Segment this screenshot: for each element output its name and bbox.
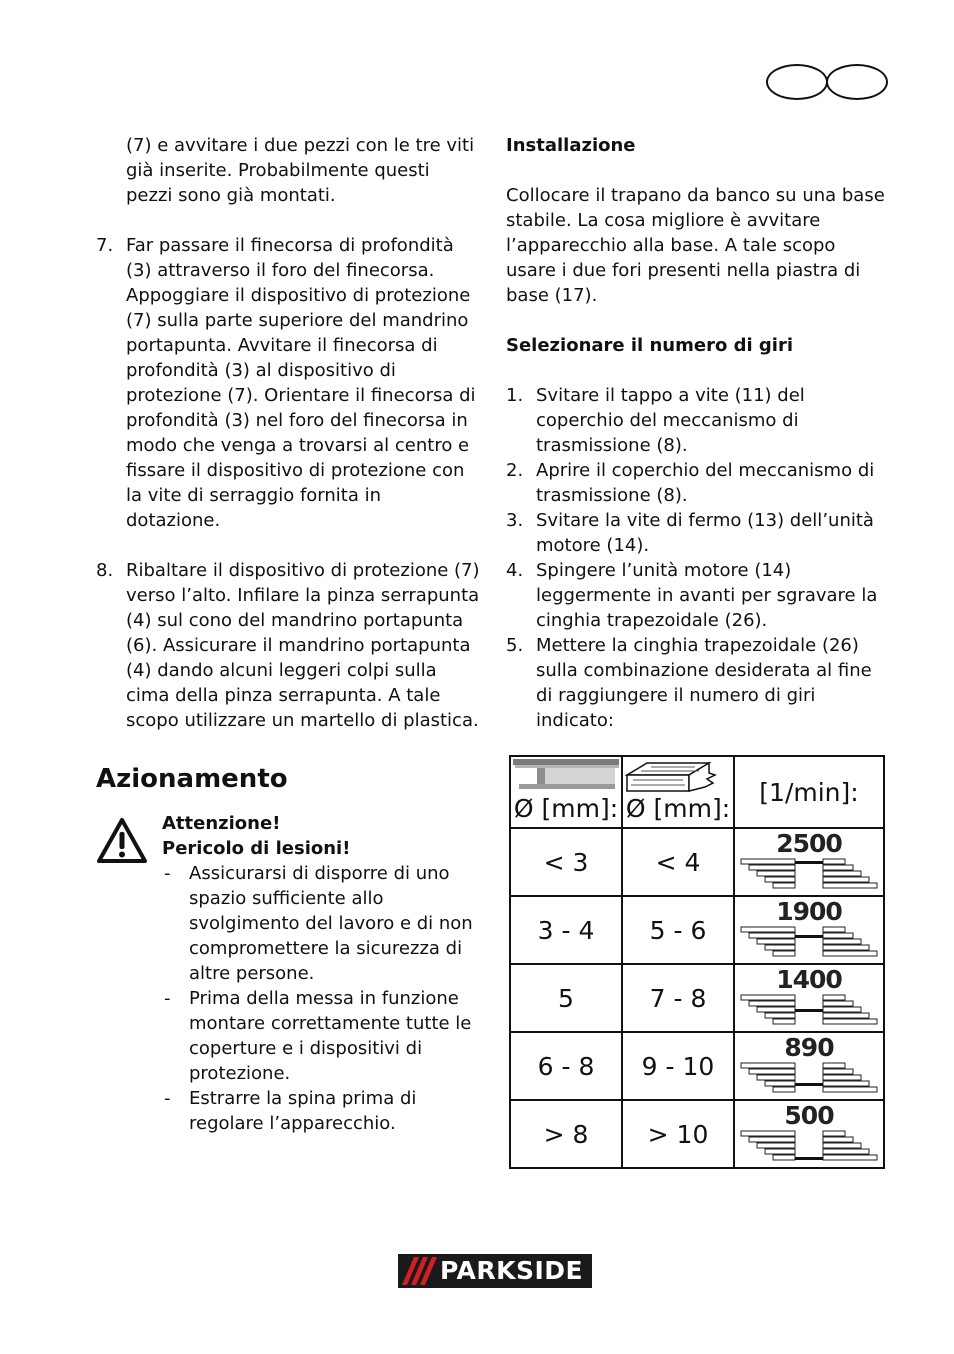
left-pulley-step [773,1019,795,1024]
speed-steps-list [506,383,890,733]
rpm-cell [734,828,884,896]
speed-row [510,828,884,896]
rpm-value: 1400 [776,965,842,994]
left-pulley-step [757,1007,795,1012]
left-pulley-step [741,1063,795,1068]
left-pulley-step [757,1143,795,1148]
left-pulley-step [773,883,795,888]
right-pulley-step [823,871,861,876]
right-pulley-step [823,1019,877,1024]
right-pulley-step [823,1149,869,1154]
wood-diameter-cell: 9 - 10 [622,1032,734,1100]
wood-diameter-label: Ø [mm]: [625,794,731,823]
metal-diameter-cell: 3 - 4 [510,896,622,964]
metal-diameter-label: Ø [mm]: [513,794,619,823]
left-pulley-step [757,939,795,944]
rpm-cell [734,896,884,964]
right-pulley-step [823,939,861,944]
right-pulley-step [823,1155,877,1160]
right-pulley-step [823,1143,861,1148]
warning-bullet-text: Estrarre la spina prima di regolare l’apparecchio. [189,1088,417,1134]
metal-diameter-cell: > 8 [510,1100,622,1168]
warning-content [162,811,480,1136]
v-belt-position [795,861,823,864]
speed-table-body [510,828,884,1168]
rpm-value: 500 [784,1101,834,1130]
installation-text: Collocare il trapano da banco su una base stabile. La cosa migliore è avvitare l’apparecchio alla base. A tale scopo usare i due fori presenti nella piastra di base (17). [506,185,885,306]
speed-table-header [510,756,884,828]
metal-diameter-cell: 5 [510,964,622,1032]
rpm-label: [1/min]: [759,777,859,807]
right-pulley-step [823,945,869,950]
right-pulley-step [823,1081,869,1086]
right-pulley-step [823,877,869,882]
step-number: 7. [96,235,114,256]
wood-header-cell [622,756,734,828]
right-pulley-step [823,883,877,888]
left-column [96,133,480,1136]
right-pulley-step [823,1063,845,1068]
v-belt-position [795,1083,823,1086]
left-pulley-step [773,951,795,956]
left-pulley-step [757,1075,795,1080]
rpm-value: 2500 [776,829,842,858]
step-text: Ribaltare il dispositivo di protezione (7) verso l’alto. Infilare la pinza serrapunta (4) sul cono del mandrino portapunta (6). Assicurare il mandrino portapunta (4) dando alcuni leggeri colpi sulla cima della pinza serrapunta. A tale scopo utilizzare un martello di plastica. [126,560,480,731]
metal-header-cell [510,756,622,828]
right-pulley-step [823,951,877,956]
right-pulley-step [823,865,853,870]
step-number: 5. [506,635,524,656]
warning-bullet: - Prima della messa in funzione montare correttamente tutte le coperture e i dispositivi di protezione. [162,986,480,1086]
warning-subtitle: Pericolo di lesioni! [162,838,351,859]
language-badge-right [826,64,888,100]
pulley-belt-diagram [737,991,881,1027]
steel-beam-icon [513,759,619,791]
right-pulley-step [823,1013,869,1018]
pulley-belt-diagram [737,855,881,891]
warning-block [96,811,480,1136]
speed-step [506,558,890,633]
left-pulley-step [749,933,795,938]
right-pulley-step [823,927,845,932]
right-pulley-step [823,1137,853,1142]
step-text: Far passare il finecorsa di profondità (3) attraverso il foro del finecorsa. Appoggiare il dispositivo di protezione (7) sulla parte superiore del mandrino portapunta. Avvitare il finecorsa di profondità (3) al dispositivo di protezione (7). Orientare il finecorsa di profondità (3) nel foro del finecorsa in modo che venga a trovarsi al centro e fissare il dispositivo di protezione con la vite di serraggio fornita in dotazione. [126,235,476,531]
wood-diameter-cell: 5 - 6 [622,896,734,964]
right-pulley-step [823,933,853,938]
left-pulley-step [765,945,795,950]
step-8 [96,558,480,733]
left-pulley-step [749,865,795,870]
left-pulley-step [765,1081,795,1086]
rpm-value: 1900 [776,897,842,926]
right-pulley-step [823,1075,861,1080]
right-pulley-step [823,1131,845,1136]
right-pulley-step [823,995,845,1000]
left-pulley-step [749,1137,795,1142]
left-pulley-step [765,1013,795,1018]
warning-triangle-icon [96,811,162,1136]
rpm-header-cell [734,756,884,828]
left-pulley-step [741,859,795,864]
speed-row [510,1032,884,1100]
intro-continuation: (7) e avvitare i due pezzi con le tre viti già inserite. Probabilmente questi pezzi sono già montati. [126,135,475,206]
left-pulley-step [765,877,795,882]
warning-bullet-text: Assicurarsi di disporre di uno spazio sufficiente allo svolgimento del lavoro e di non compromettere la sicurezza di altre persone. [189,863,473,984]
v-belt-position [795,1009,823,1012]
left-pulley-step [749,1069,795,1074]
right-pulley-step [823,1001,853,1006]
wood-diameter-cell: 7 - 8 [622,964,734,1032]
step-number: 1. [506,385,524,406]
installation-title: Installazione [506,135,636,156]
right-pulley-step [823,1007,861,1012]
left-pulley-step [741,927,795,932]
speed-table [509,755,885,1169]
rpm-cell [734,1100,884,1168]
pulley-belt-diagram [737,1127,881,1163]
step-number: 3. [506,510,524,531]
left-pulley-step [741,995,795,1000]
speed-step [506,633,890,733]
left-pulley-step [765,1149,795,1154]
speed-title: Selezionare il numero di giri [506,335,794,356]
language-badge-left [766,64,828,100]
speed-step [506,458,890,508]
speed-step [506,508,890,558]
warning-bullet: - Estrarre la spina prima di regolare l’apparecchio. [162,1086,480,1136]
step-text: Svitare la vite di fermo (13) dell’unità motore (14). [536,510,874,556]
wood-diameter-cell: < 4 [622,828,734,896]
warning-bullet-text: Prima della messa in funzione montare correttamente tutte le coperture e i dispositivi di protezione. [189,988,472,1084]
rpm-value: 890 [784,1033,834,1062]
step-number: 2. [506,460,524,481]
left-pulley-step [749,1001,795,1006]
warning-title: Attenzione! [162,813,281,834]
rpm-cell [734,964,884,1032]
speed-step [506,383,890,458]
parkside-logo-text: PARKSIDE [440,1256,584,1285]
left-pulley-step [757,871,795,876]
left-pulley-step [773,1155,795,1160]
right-pulley-step [823,1087,877,1092]
step-number: 8. [96,560,114,581]
wood-diameter-cell: > 10 [622,1100,734,1168]
right-column [506,133,890,733]
step-number: 4. [506,560,524,581]
speed-row [510,896,884,964]
left-pulley-step [773,1087,795,1092]
step-text: Mettere la cinghia trapezoidale (26) sulla combinazione desiderata al fine di raggiungere il numero di giri indicato: [536,635,872,731]
pulley-belt-diagram [737,923,881,959]
left-pulley-step [741,1131,795,1136]
v-belt-position [795,935,823,938]
speed-row [510,964,884,1032]
step-7 [96,233,480,533]
warning-bullet: - Assicurarsi di disporre di uno spazio sufficiente allo svolgimento del lavoro e di non compromettere la sicurezza di altre persone. [162,861,480,986]
wood-board-icon [625,759,729,793]
metal-diameter-cell: 6 - 8 [510,1032,622,1100]
rpm-cell [734,1032,884,1100]
metal-diameter-cell: < 3 [510,828,622,896]
step-text: Spingere l’unità motore (14) leggermente in avanti per sgravare la cinghia trapezoidale (26). [536,560,878,631]
v-belt-position [795,1157,823,1160]
speed-row [510,1100,884,1168]
pulley-belt-diagram [737,1059,881,1095]
section-title: Azionamento [96,764,288,794]
step-text: Aprire il coperchio del meccanismo di trasmissione (8). [536,460,875,506]
step-text: Svitare il tappo a vite (11) del coperchio del meccanismo di trasmissione (8). [536,385,805,456]
right-pulley-step [823,1069,853,1074]
right-pulley-step [823,859,845,864]
